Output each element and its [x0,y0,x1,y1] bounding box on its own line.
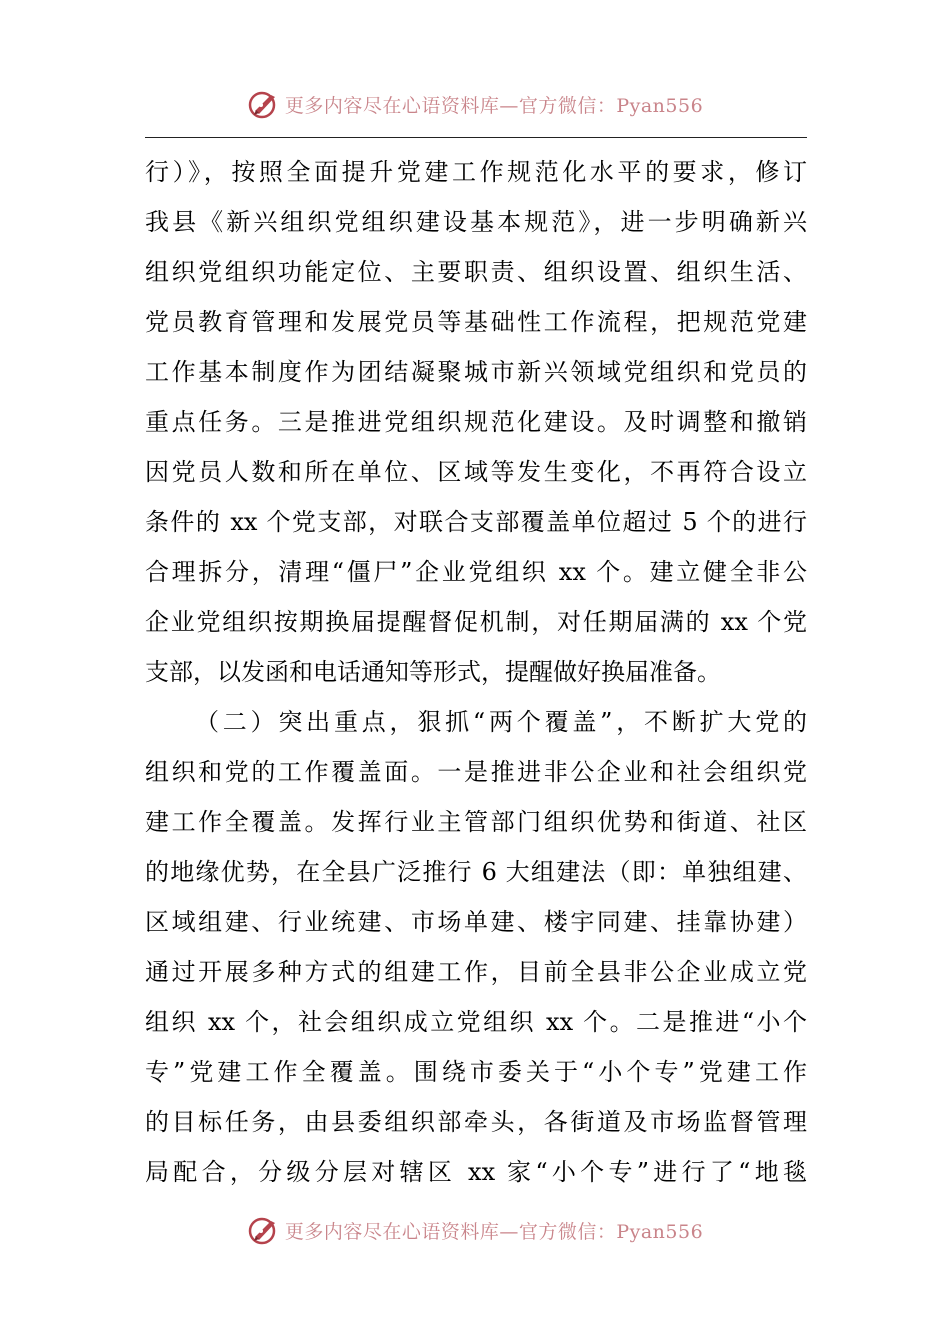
header-divider [145,137,807,138]
text-line: 党员教育管理和发展党员等基础性工作流程，把规范党建 [145,308,807,336]
watermark-text: 更多内容尽在心语资料库—官方微信：Pyan556 [284,94,704,117]
pen-logo-icon [247,1213,281,1247]
text-line: 合理拆分，清理“僵尸”企业党组织 xx 个。建立健全非公 [145,558,807,586]
text-line: 组织党组织功能定位、主要职责、组织设置、组织生活、 [145,258,807,286]
text-line: 条件的 xx 个党支部，对联合支部覆盖单位超过 5 个的进行 [145,508,807,536]
paragraph [145,147,807,697]
text-line: 工作基本制度作为团结凝聚城市新兴领域党组织和党员的 [145,358,807,386]
text-line: 组织和党的工作覆盖面。一是推进非公企业和社会组织党 [145,758,807,786]
text-line: 区域组建、行业统建、市场单建、楼宇同建、挂靠协建） [145,908,807,936]
text-line: 企业党组织按期换届提醒督促机制，对任期届满的 xx 个党 [145,608,807,636]
text-line: 局配合，分级分层对辖区 xx 家“小个专”进行了“地毯 [145,1158,807,1186]
pen-logo-icon [247,87,281,121]
text-line: 因党员人数和所在单位、区域等发生变化，不再符合设立 [145,458,807,486]
text-line: 重点任务。三是推进党组织规范化建设。及时调整和撤销 [145,408,807,436]
text-line: 建工作全覆盖。发挥行业主管部门组织优势和街道、社区 [145,808,807,836]
text-line: 行）》，按照全面提升党建工作规范化水平的要求，修订 [145,158,807,186]
text-line: 组织 xx 个，社会组织成立党组织 xx 个。二是推进“小个 [145,1008,807,1036]
text-line: 的目标任务，由县委组织部牵头，各街道及市场监督管理 [145,1108,807,1136]
text-line: 通过开展多种方式的组建工作，目前全县非公企业成立党 [145,958,807,986]
footer-watermark [0,1210,950,1250]
document-body [145,147,807,1197]
watermark-text: 更多内容尽在心语资料库—官方微信：Pyan556 [284,1220,704,1243]
text-line: 我县《新兴组织党组织建设基本规范》，进一步明确新兴 [145,208,807,236]
paragraph [145,697,807,1197]
section-heading-line: （二）突出重点，狠抓“两个覆盖”，不断扩大党的 [195,708,807,736]
text-line: 的地缘优势，在全县广泛推行 6 大组建法（即：单独组建、 [145,858,807,886]
header-watermark [0,84,950,124]
text-line: 支部，以发函和电话通知等形式，提醒做好换届准备。 [145,658,721,686]
text-line: 专”党建工作全覆盖。围绕市委关于“小个专”党建工作 [145,1058,807,1086]
